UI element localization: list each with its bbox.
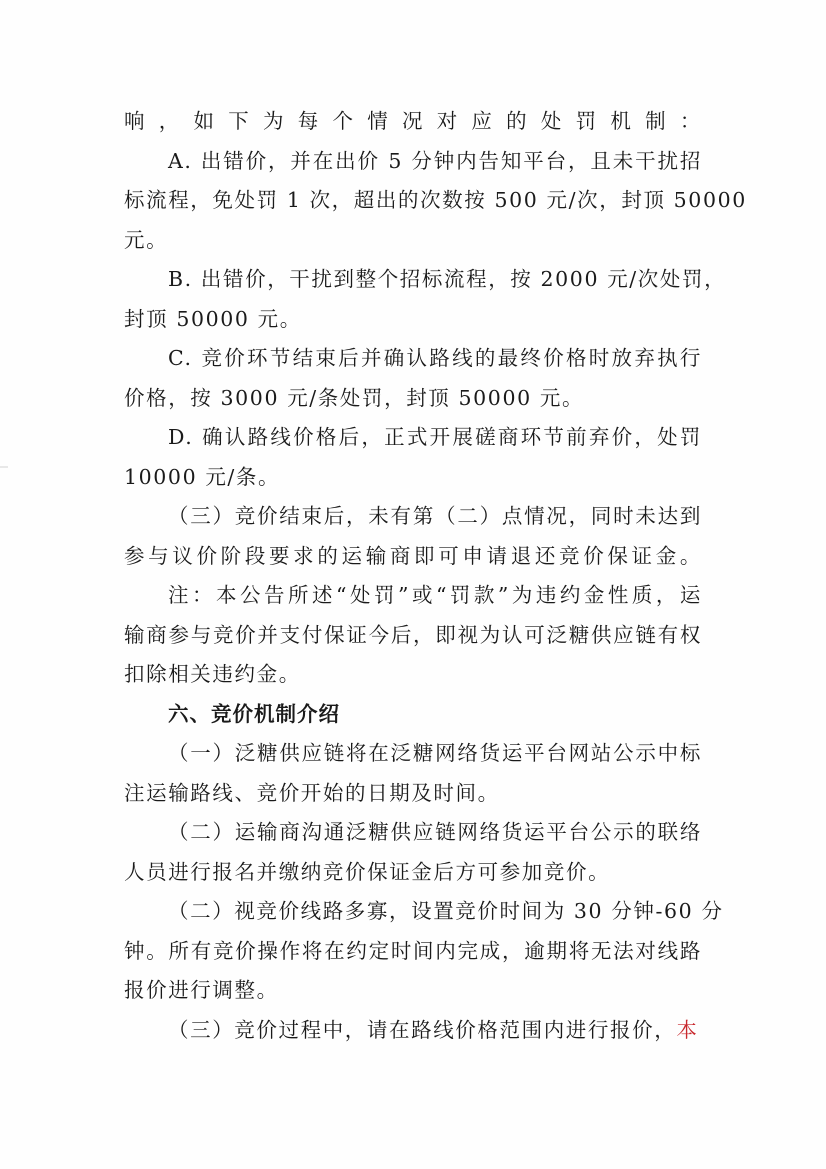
text-line: 10000 元/条。 — [124, 464, 281, 489]
text-line: （一）泛糖供应链将在泛糖网络货运平台网站公示中标 — [168, 741, 702, 765]
text-line — [124, 1011, 702, 1051]
text-line: 注运输路线、竞价开始的日期及时间。 — [124, 780, 500, 805]
text-line: 封顶 50000 元。 — [124, 306, 302, 331]
text-line: 注：本公告所述“处罚”或“罚款”为违约金性质，运 — [168, 583, 702, 607]
text-line: （二）运输商沟通泛糖供应链网络货运平台公示的联络 — [168, 820, 702, 844]
text-line: D. 确认路线价格后，正式开展磋商环节前弃价，处罚 — [168, 425, 702, 449]
text-line: 标流程，免处罚 1 次，超出的次数按 500 元/次，封顶 50000 — [124, 188, 747, 212]
text-line: 元。 — [124, 227, 169, 252]
text-line: （二）视竞价线路多寡，设置竞价时间为 30 分钟-60 分 — [168, 899, 724, 923]
text-line-main: （三）竞价过程中，请在路线价格范围内进行报价， — [168, 1017, 677, 1042]
document-body — [124, 102, 747, 1050]
text-line: 价格，按 3000 元/条处罚，封顶 50000 元。 — [124, 385, 585, 410]
text-line: 参与议价阶段要求的运输商即可申请退还竞价保证金。 — [124, 543, 702, 568]
text-line: 人员进行报名并缴纳竞价保证金后方可参加竞价。 — [124, 859, 611, 884]
text-line: 输商参与竞价并支付保证今后，即视为认可泛糖供应链有权 — [124, 622, 702, 647]
text-line: 扣除相关违约金。 — [124, 662, 301, 686]
text-line: B. 出错价，干扰到整个招标流程，按 2000 元/次处罚， — [168, 267, 727, 291]
text-line: （三）竞价结束后，未有第（二）点情况，同时未达到 — [168, 504, 702, 528]
text-line: 报价进行调整。 — [124, 978, 279, 1002]
red-highlight-text: 本 — [676, 1017, 699, 1042]
scan-margin-mark — [0, 466, 8, 468]
text-line: 钟。所有竞价操作将在约定时间内完成，逾期将无法对线路 — [124, 938, 702, 963]
section-heading: 六、竞价机制介绍 — [168, 701, 340, 726]
text-line: C. 竞价环节结束后并确认路线的最终价格时放弃执行 — [168, 346, 702, 370]
text-line: 响，如下为每个情况对应的处罚机制： — [124, 109, 702, 133]
text-line: A. 出错价，并在出价 5 分钟内告知平台，且未干扰招 — [168, 148, 702, 173]
